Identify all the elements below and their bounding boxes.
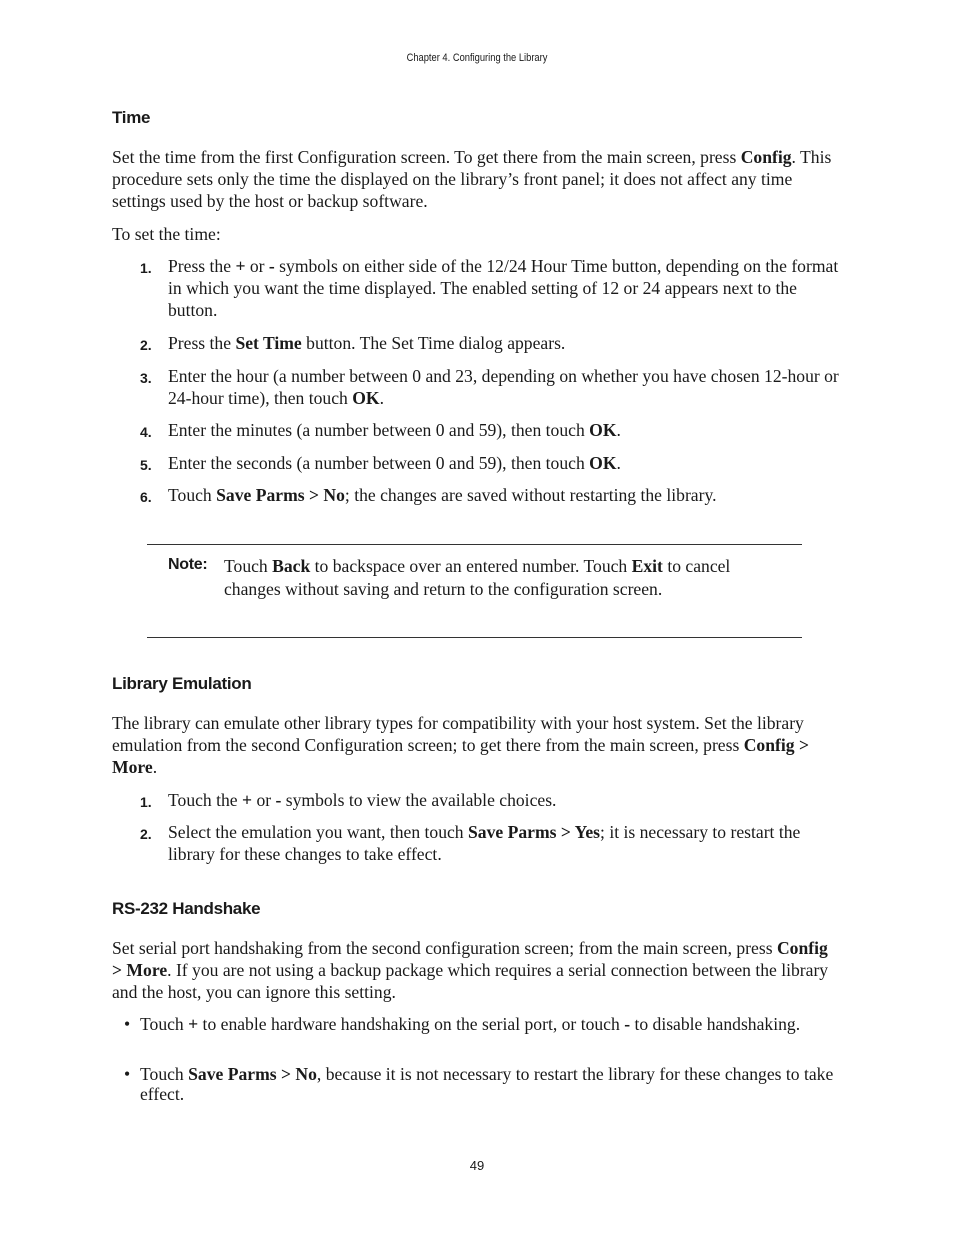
note-bottom-rule	[147, 637, 802, 638]
rs232-bullet-1: • Touch + to enable hardware handshaking on the serial port, or touch - to disable handshaking.	[124, 1014, 801, 1034]
section-heading-time: Time	[112, 108, 151, 127]
note-text: Touch Back to backspace over an entered number. Touch Exit to cancel changes without saving and return to the configuration screen.	[224, 556, 731, 599]
time-step-1: 1. Press the + or - symbols on either side of the 12/24 Hour Time button, depending on the format in which you want the time displayed. The enabled setting of 12 or 24 appears next to the button.	[140, 256, 839, 320]
note-top-rule	[147, 544, 802, 545]
section-heading-rs232-handshake: RS-232 Handshake	[112, 899, 261, 918]
time-step-2: 2. Press the Set Time button. The Set Time dialog appears.	[140, 333, 566, 353]
bullet-marker: •	[124, 1064, 131, 1084]
note-label: Note:	[168, 556, 208, 573]
rs232-intro-paragraph: Set serial port handshaking from the second configuration screen; from the main screen, press Config > More. If you are not using a backup package which requires a serial connection between the library and the host, you can ignore this setting.	[112, 938, 829, 1002]
emulation-intro-paragraph: The library can emulate other library types for compatibility with your host system. Set the library emulation from the second Configuration screen; to get there from the main screen, press Config > More.	[112, 713, 809, 777]
time-step-6: 6. Touch Save Parms > No; the changes are saved without restarting the library.	[140, 485, 717, 505]
bullet-marker: •	[124, 1014, 131, 1034]
time-step-4: 4. Enter the minutes (a number between 0 and 59), then touch OK.	[140, 420, 621, 440]
time-lead-paragraph: To set the time:	[112, 224, 221, 244]
time-intro-paragraph: Set the time from the first Configuration screen. To get there from the main screen, press Config. This procedure sets only the time the displayed on the library’s front panel; it does not affect any time settings used by the host or backup software.	[112, 147, 832, 211]
page-number: 49	[469, 1158, 485, 1173]
emulation-step-2: 2. Select the emulation you want, then touch Save Parms > Yes; it is necessary to restart the library for these changes to take effect.	[140, 822, 801, 864]
emulation-step-1: 1. Touch the + or - symbols to view the available choices.	[140, 790, 557, 810]
time-step-5: 5. Enter the seconds (a number between 0 and 59), then touch OK.	[140, 453, 621, 473]
running-head: Chapter 4. Configuring the Library	[406, 52, 548, 64]
section-heading-library-emulation: Library Emulation	[112, 674, 252, 693]
rs232-bullet-2: • Touch Save Parms > No, because it is not necessary to restart the library for these changes to take effect.	[124, 1064, 834, 1104]
time-step-3: 3. Enter the hour (a number between 0 and 23, depending on whether you have chosen 12-hour or 24-hour time), then touch OK.	[140, 366, 839, 408]
